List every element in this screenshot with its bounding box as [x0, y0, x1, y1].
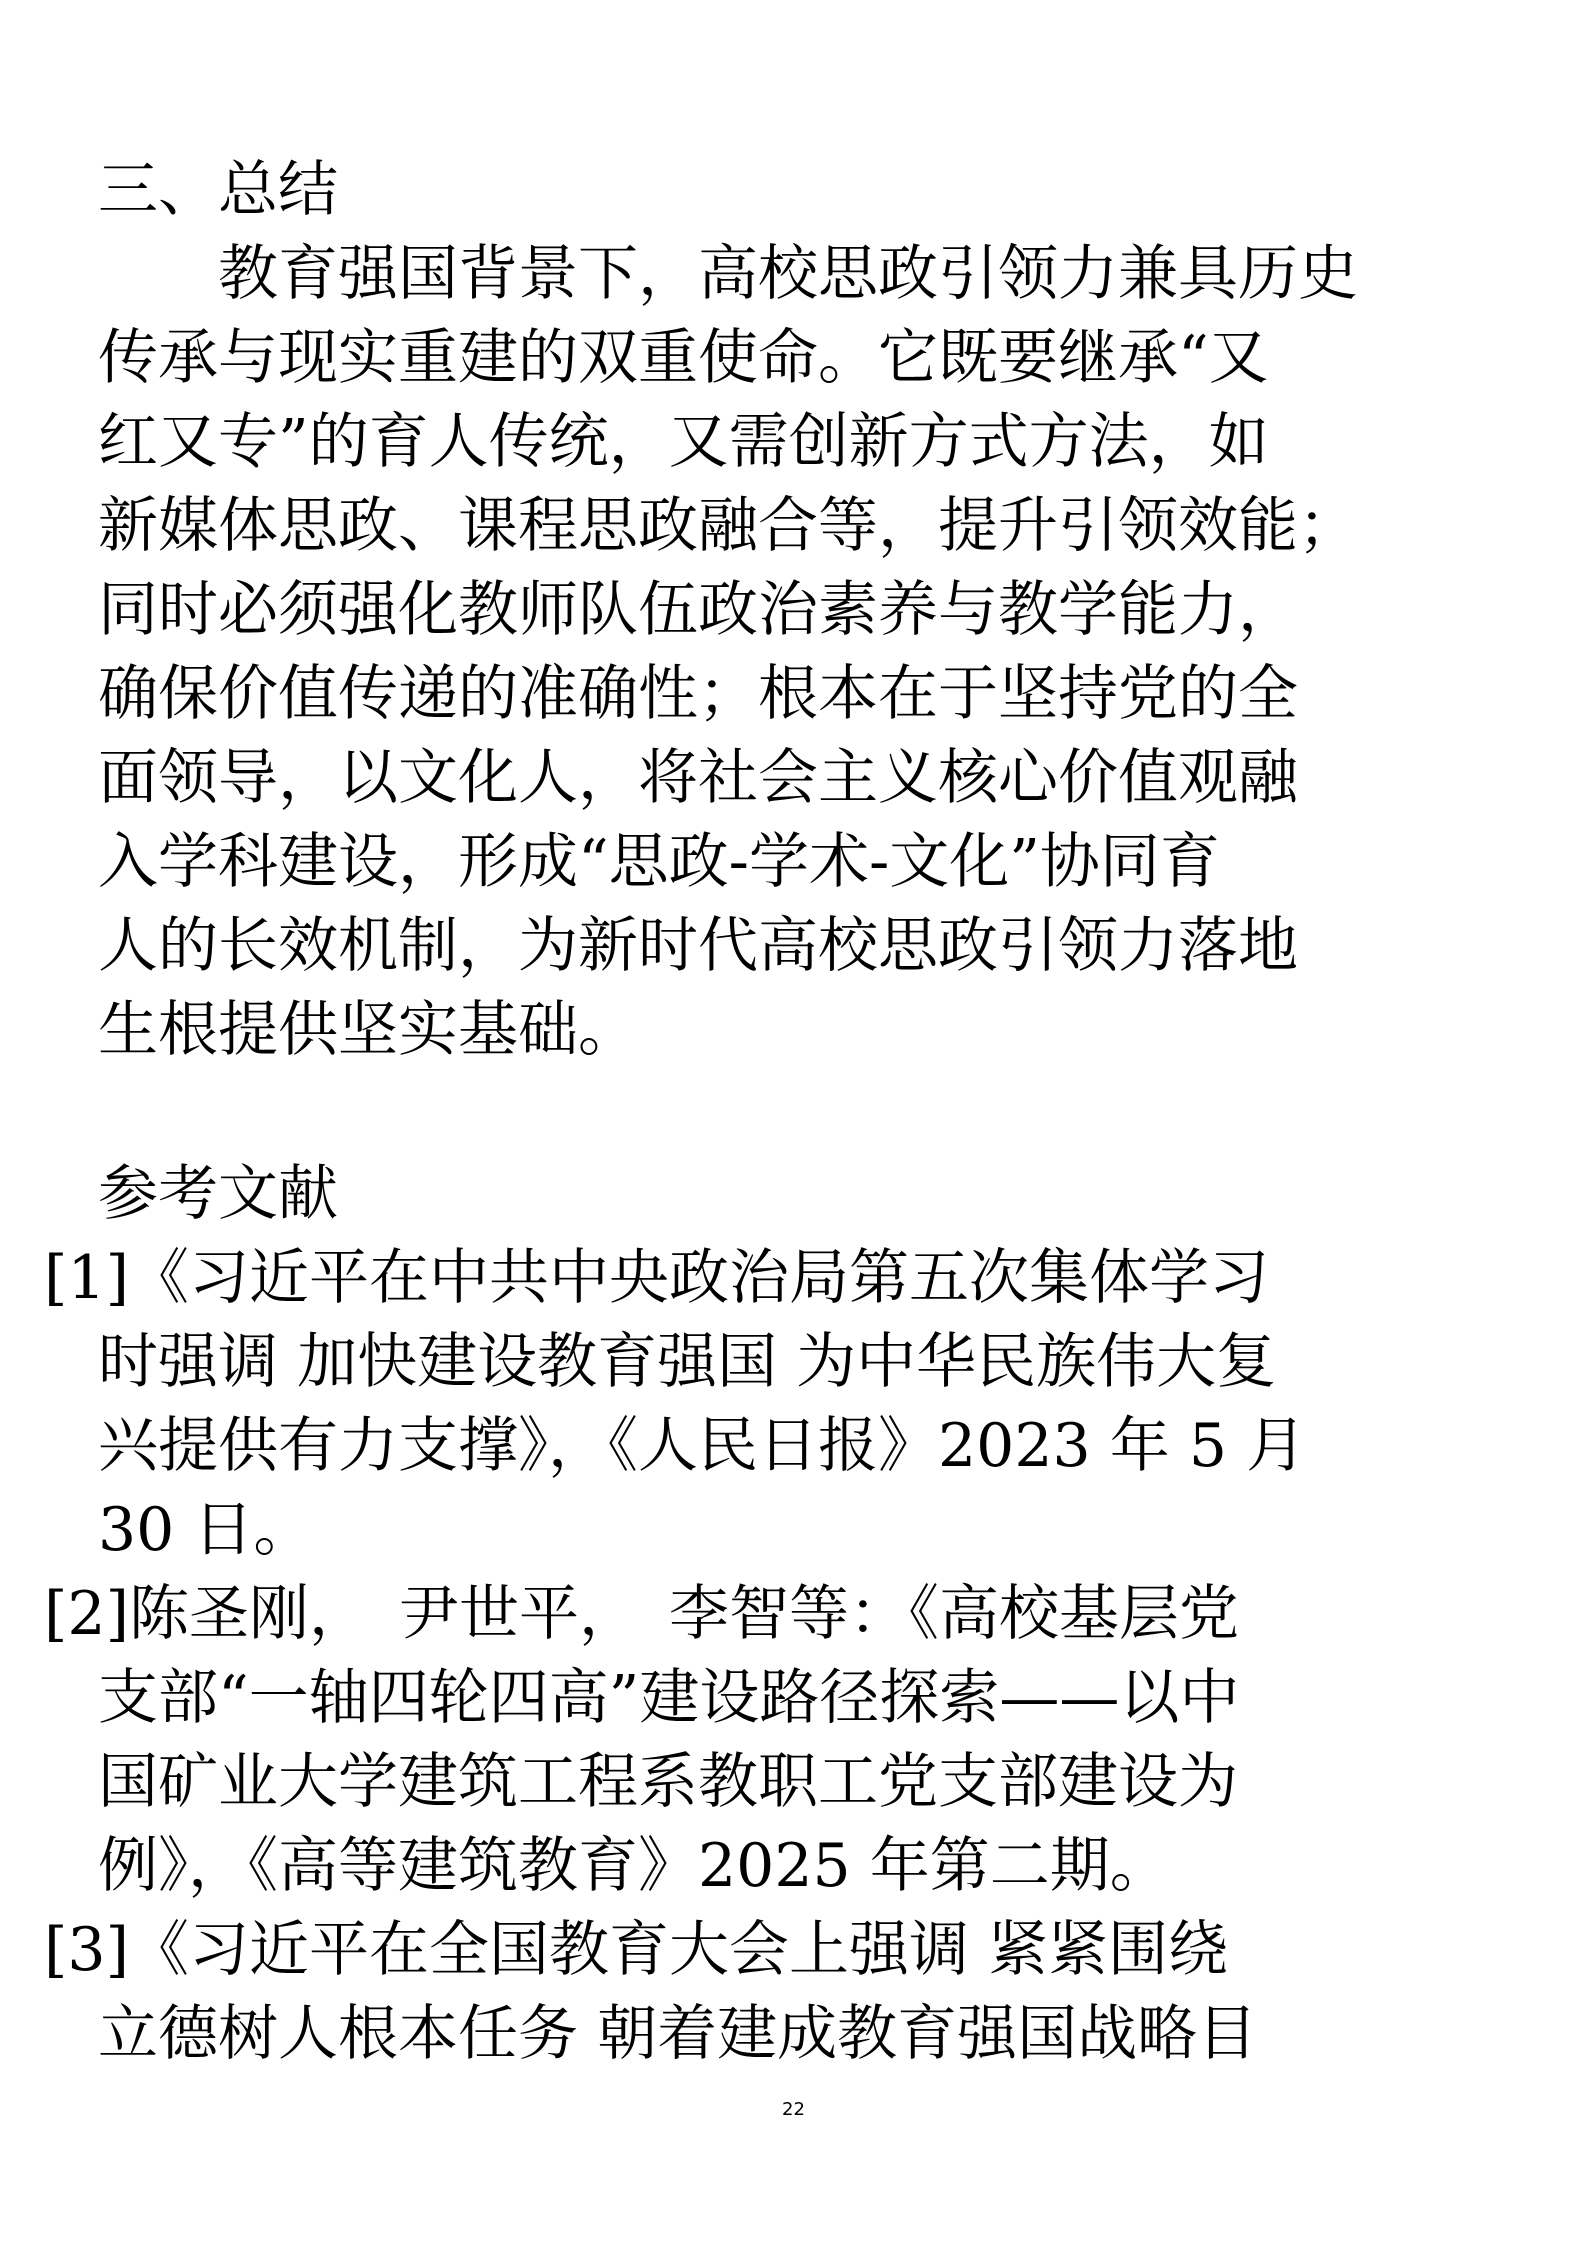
- summary-line: 新媒体思政、课程思政融合等，提升引领效能；: [98, 491, 1358, 561]
- reference-line: 时强调 加快建设教育强国 为中华民族伟大复: [98, 1327, 1277, 1397]
- summary-line: 生根提供坚实基础。: [98, 995, 638, 1065]
- reference-line: 支部“一轴四轮四高”建设路径探索——以中: [98, 1663, 1240, 1733]
- summary-line: 入学科建设，形成“思政-学术-文化”协同育: [98, 827, 1220, 897]
- page-number: 22: [782, 2099, 805, 2120]
- summary-line: 同时必须强化教师队伍政治素养与教学能力，: [98, 575, 1298, 645]
- reference-line: 立德树人根本任务 朝着建成教育强国战略目: [98, 1999, 1258, 2069]
- reference-line: 例》，《高等建筑教育》2025 年第二期。: [98, 1831, 1170, 1901]
- summary-line: 教育强国背景下，高校思政引领力兼具历史: [98, 239, 1358, 309]
- reference-line: 兴提供有力支撑》，《人民日报》2023 年 5 月: [98, 1411, 1307, 1481]
- reference-line: [2]陈圣刚， 尹世平， 李智等：《高校基层党: [44, 1579, 1239, 1649]
- section-heading-summary: 三、总结: [98, 155, 338, 225]
- reference-line: [3]《习近平在全国教育大会上强调 紧紧围绕: [44, 1915, 1229, 1985]
- reference-line: 国矿业大学建筑工程系教职工党支部建设为: [98, 1747, 1238, 1817]
- summary-line: 红又专”的育人传统，又需创新方式方法，如: [98, 407, 1269, 477]
- reference-line: 30 日。: [98, 1495, 314, 1565]
- summary-line: 人的长效机制，为新时代高校思政引领力落地: [98, 911, 1298, 981]
- summary-line: 面领导，以文化人，将社会主义核心价值观融: [98, 743, 1298, 813]
- section-heading-references: 参考文献: [98, 1159, 338, 1229]
- summary-line: 传承与现实重建的双重使命。它既要继承“又: [98, 323, 1269, 393]
- summary-line: 确保价值传递的准确性；根本在于坚持党的全: [98, 659, 1298, 729]
- reference-line: [1]《习近平在中共中央政治局第五次集体学习: [44, 1243, 1269, 1313]
